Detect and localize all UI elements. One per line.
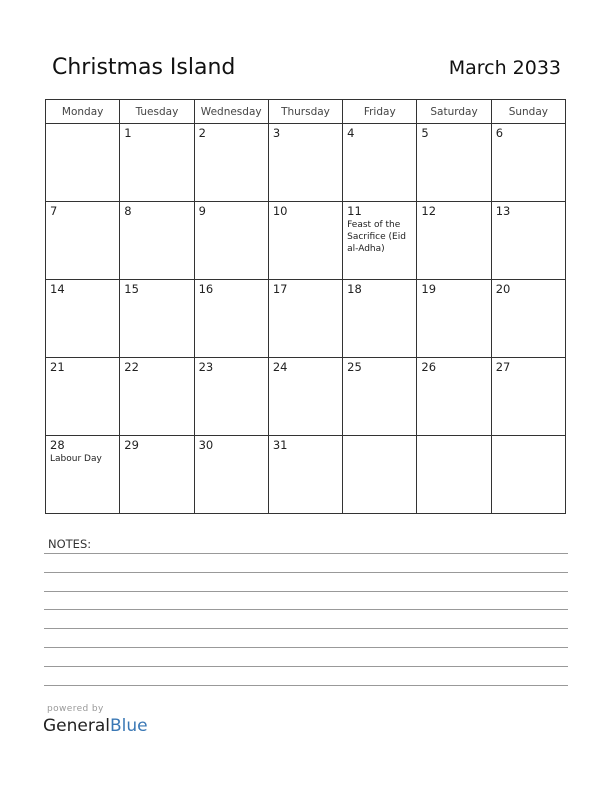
day-number: 2 [198,126,206,140]
day-cell-4[interactable] [343,124,417,202]
note-line [44,591,568,592]
day-number: 4 [347,126,355,140]
day-number: 8 [124,204,132,218]
note-line [44,553,568,554]
day-cell-3[interactable] [268,124,342,202]
weekday-saturday: Saturday [417,100,491,124]
weekday-thursday: Thursday [268,100,342,124]
empty-day-cell [343,436,417,514]
day-number: 12 [421,204,437,218]
brand-name-general: General [43,716,110,736]
calendar-month: March 2033 [448,57,561,79]
holiday-label: Feast of the Sacrifice (Eid al-Adha) [347,220,406,254]
day-cell-31[interactable] [268,436,342,514]
day-number: 27 [495,360,511,374]
week-row [46,436,566,514]
day-cell-5[interactable] [417,124,491,202]
week-row [46,358,566,436]
empty-day-cell [491,436,565,514]
day-cell-2[interactable] [194,124,268,202]
day-cell-1[interactable] [120,124,194,202]
note-line [44,572,568,573]
week-row [46,124,566,202]
day-number: 14 [50,282,65,296]
powered-by-text: powered by [47,704,104,714]
note-line [44,685,568,686]
calendar-title: Christmas Island [52,55,236,80]
day-number: 15 [124,282,139,296]
day-number: 23 [198,360,214,374]
day-cell-9[interactable] [194,202,268,280]
day-number: 1 [124,126,132,140]
note-line [44,609,568,610]
day-number: 16 [198,282,214,296]
day-number: 20 [495,282,511,296]
weekday-wednesday: Wednesday [194,100,268,124]
day-cell-18[interactable] [343,280,417,358]
day-number: 28 [50,438,65,452]
note-line [44,647,568,648]
day-cell-11[interactable] [343,202,417,280]
day-cell-27[interactable] [491,358,565,436]
day-cell-13[interactable] [491,202,565,280]
day-cell-26[interactable] [417,358,491,436]
day-cell-10[interactable] [268,202,342,280]
notes-label: NOTES: [48,537,92,551]
brand-logo[interactable] [43,716,148,736]
day-number: 9 [198,204,206,218]
note-line [44,628,568,629]
day-cell-20[interactable] [491,280,565,358]
day-number: 18 [347,282,362,296]
weekday-header-row [46,100,566,124]
day-number: 22 [124,360,139,374]
note-line [44,666,568,667]
day-number: 30 [198,438,214,452]
day-cell-7[interactable] [46,202,120,280]
day-cell-8[interactable] [120,202,194,280]
day-number: 11 [347,204,362,218]
day-number: 6 [495,126,504,140]
day-cell-19[interactable] [417,280,491,358]
calendar-grid [45,99,566,514]
day-cell-25[interactable] [343,358,417,436]
day-cell-29[interactable] [120,436,194,514]
empty-day-cell [417,436,491,514]
day-cell-24[interactable] [268,358,342,436]
weekday-sunday: Sunday [491,100,565,124]
day-number: 13 [495,204,511,218]
day-number: 10 [272,204,288,218]
day-cell-16[interactable] [194,280,268,358]
day-number: 19 [421,282,437,296]
week-row [46,280,566,358]
weekday-monday: Monday [46,100,120,124]
day-number: 17 [272,282,288,296]
day-number: 31 [272,438,288,452]
weekday-friday: Friday [343,100,417,124]
day-cell-17[interactable] [268,280,342,358]
day-cell-22[interactable] [120,358,194,436]
brand-name-blue: Blue [110,716,148,736]
day-number: 7 [50,204,58,218]
day-number: 26 [421,360,437,374]
empty-day-cell [46,124,120,202]
week-row [46,202,566,280]
day-number: 3 [272,126,281,140]
day-number: 25 [347,360,362,374]
day-cell-23[interactable] [194,358,268,436]
day-cell-14[interactable] [46,280,120,358]
day-cell-30[interactable] [194,436,268,514]
day-cell-28[interactable] [46,436,120,514]
day-number: 24 [272,360,288,374]
day-cell-21[interactable] [46,358,120,436]
day-cell-15[interactable] [120,280,194,358]
day-number: 21 [50,360,65,374]
day-cell-6[interactable] [491,124,565,202]
weekday-tuesday: Tuesday [120,100,194,124]
holiday-label: Labour Day [50,454,102,464]
day-number: 29 [124,438,139,452]
day-number: 5 [421,126,429,140]
day-cell-12[interactable] [417,202,491,280]
